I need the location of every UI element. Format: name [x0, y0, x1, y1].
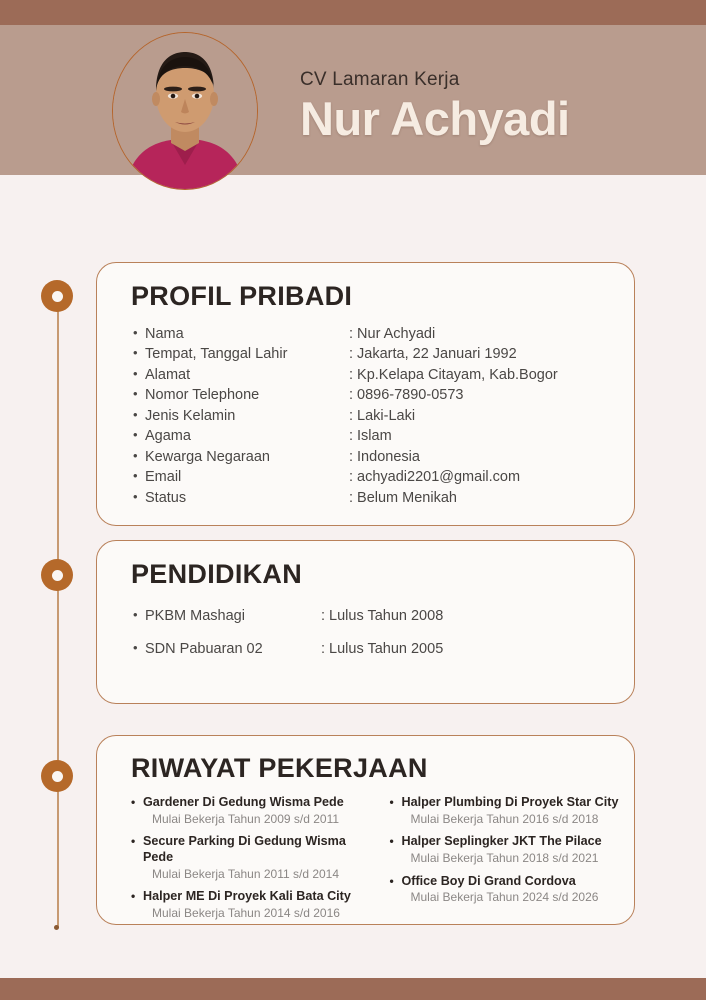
profile-row — [97, 447, 634, 467]
profile-row — [97, 406, 634, 426]
timeline-dot-profile — [41, 280, 73, 312]
education-year: : Lulus Tahun 2008 — [321, 608, 444, 624]
profile-label: • Email — [97, 467, 349, 487]
profile-label: • Nomor Telephone — [97, 385, 349, 405]
profile-label: • Jenis Kelamin — [97, 406, 349, 426]
profile-value-text: Belum Menikah — [357, 489, 457, 506]
education-year: : Lulus Tahun 2005 — [321, 641, 444, 658]
profile-list — [97, 324, 634, 508]
work-item — [390, 795, 635, 827]
profile-row — [97, 467, 634, 487]
education-list — [97, 606, 634, 660]
timeline-dot-education — [41, 559, 73, 591]
profile-row — [97, 344, 634, 364]
profile-value-text: 0896-7890-0573 — [357, 387, 464, 404]
profile-value: : Laki-Laki — [349, 407, 416, 424]
profile-label: • Agama — [97, 426, 349, 446]
profile-section-title: PROFIL PRIBADI — [131, 281, 353, 311]
education-card — [96, 540, 635, 704]
education-school: • PKBM Mashagi — [97, 606, 321, 626]
timeline-end-dot — [54, 925, 59, 930]
page-title: Nur Achyadi — [300, 91, 570, 145]
work-column-left — [97, 795, 366, 929]
profile-row — [97, 324, 634, 344]
profile-value: : Belum Menikah — [349, 489, 457, 506]
timeline-connector — [57, 296, 59, 928]
work-columns — [97, 795, 634, 929]
education-row — [97, 639, 634, 659]
profile-value: : Jakarta, 22 Januari 1992 — [349, 346, 517, 363]
work-item — [131, 889, 366, 921]
work-item-period: Mulai Bekerja Tahun 2009 s/d 2011 — [152, 811, 340, 826]
profile-label: • Status — [97, 488, 349, 508]
profile-value: : 0896-7890-0573 — [349, 387, 464, 404]
profile-row — [97, 385, 634, 405]
work-column-right — [366, 795, 635, 929]
education-row — [97, 606, 634, 626]
work-item — [131, 795, 366, 827]
work-item-title: • Gardener Di Gedung Wisma Pede — [131, 795, 366, 811]
avatar — [112, 32, 258, 190]
profile-value-text: Kp.Kelapa Citayam, Kab.Bogor — [357, 366, 558, 383]
work-item — [390, 874, 635, 906]
profile-label: • Alamat — [97, 365, 349, 385]
profile-label: • Nama — [97, 324, 349, 344]
profile-row — [97, 488, 634, 508]
work-item-period: Mulai Bekerja Tahun 2014 s/d 2016 — [152, 906, 340, 921]
profile-label: • Tempat, Tanggal Lahir — [97, 344, 349, 364]
work-section-title: RIWAYAT PEKERJAAN — [131, 753, 428, 783]
profile-value: : Islam — [349, 428, 392, 445]
profile-value-text: Jakarta, 22 Januari 1992 — [357, 346, 517, 363]
work-item-title: • Office Boy Di Grand Cordova — [390, 874, 635, 890]
work-item-period: Mulai Bekerja Tahun 2018 s/d 2021 — [410, 851, 599, 866]
work-history-card — [96, 735, 635, 925]
profile-value: : achyadi2201@gmail.com — [349, 469, 521, 486]
work-item-title: • Halper Plumbing Di Proyek Star City — [390, 795, 635, 811]
work-item-period: Mulai Bekerja Tahun 2016 s/d 2018 — [410, 811, 599, 826]
work-item-period: Mulai Bekerja Tahun 2011 s/d 2014 — [152, 866, 340, 881]
work-item-title: • Halper Seplingker JKT The Pilace — [390, 834, 635, 850]
header-subtitle: CV Lamaran Kerja — [300, 69, 460, 90]
work-item-title: • Halper ME Di Proyek Kali Bata City — [131, 889, 366, 905]
profile-label: • Kewarga Negaraan — [97, 447, 349, 467]
education-school: • SDN Pabuaran 02 — [97, 639, 321, 659]
profile-value-text: achyadi2201@gmail.com — [357, 469, 521, 486]
timeline-dot-work — [41, 760, 73, 792]
work-item — [390, 834, 635, 866]
profile-value-text: Islam — [357, 428, 392, 445]
education-year-text: Lulus Tahun 2008 — [329, 608, 444, 624]
profile-value-text: Nur Achyadi — [357, 326, 436, 342]
header-text-block — [300, 70, 680, 146]
education-section-title: PENDIDIKAN — [131, 559, 303, 589]
profile-row — [97, 426, 634, 446]
profile-card — [96, 262, 635, 526]
profile-value-text: Laki-Laki — [357, 407, 416, 424]
profile-value: : Kp.Kelapa Citayam, Kab.Bogor — [349, 366, 558, 383]
work-item — [131, 834, 366, 882]
portrait-photo-icon — [113, 33, 257, 189]
footer-strip — [0, 978, 706, 1000]
education-year-text: Lulus Tahun 2005 — [329, 641, 444, 658]
profile-value-text: Indonesia — [357, 448, 420, 465]
work-item-title: • Secure Parking Di Gedung Wisma Pede — [131, 834, 366, 865]
profile-value: : Indonesia — [349, 448, 420, 465]
header-top-strip — [0, 0, 706, 25]
profile-value: : Nur Achyadi — [349, 326, 436, 342]
profile-row — [97, 365, 634, 385]
work-item-period: Mulai Bekerja Tahun 2024 s/d 2026 — [410, 890, 599, 905]
